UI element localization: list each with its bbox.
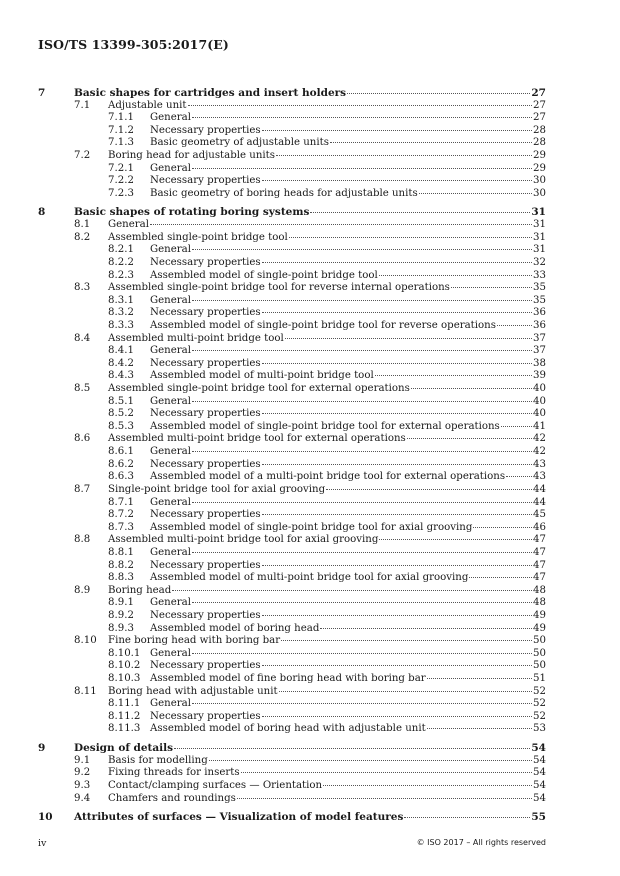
toc-dot-leader: [285, 337, 532, 339]
toc-entry[interactable]: [38, 585, 546, 598]
toc-entry-number: 8.2.1: [108, 244, 134, 256]
toc-entry-number: 7.2: [74, 150, 91, 162]
toc-dot-leader: [281, 639, 532, 641]
toc-entry-title: General: [150, 244, 191, 256]
toc-entry-title: Assembled model of single-point bridge tool for axial grooving: [150, 521, 473, 533]
toc-entry[interactable]: [38, 560, 546, 573]
toc-entry-page: 46: [533, 521, 546, 533]
toc-dot-leader: [379, 538, 532, 540]
toc-entry-title: Necessary properties: [150, 357, 261, 369]
toc-entry[interactable]: [38, 244, 546, 257]
toc-dot-leader: [473, 526, 532, 528]
toc-dot-leader: [262, 463, 532, 465]
toc-entry-title: Basic shapes of rotating boring systems: [74, 206, 310, 219]
toc-entry-number: 9: [38, 742, 46, 755]
toc-entry-title: Basic geometry of adjustable units: [150, 137, 329, 149]
toc-entry-number: 7.2.1: [108, 162, 134, 174]
toc-entry[interactable]: [38, 295, 546, 308]
toc-entry-title: Single-point bridge tool for axial grooving: [108, 483, 326, 495]
toc-dot-leader: [323, 784, 532, 786]
toc-entry[interactable]: [38, 87, 546, 100]
toc-entry-title: General: [150, 294, 191, 306]
toc-dot-leader: [192, 702, 532, 704]
toc-entry-page: 31: [531, 206, 546, 219]
toc-entry-number: 8.8.3: [108, 572, 134, 584]
toc-entry-title: Necessary properties: [150, 256, 261, 268]
toc-entry[interactable]: [38, 623, 546, 636]
toc-entry-page: 49: [533, 609, 546, 621]
toc-dot-leader: [310, 211, 530, 213]
toc-dot-leader: [497, 324, 532, 326]
toc-entry-page: 42: [533, 446, 546, 458]
toc-entry-title: Assembled multi-point bridge tool for external operations: [108, 433, 406, 445]
toc-entry-page: 36: [533, 319, 546, 331]
toc-entry-number: 7.2.2: [108, 175, 134, 187]
toc-entry-page: 29: [533, 150, 546, 162]
toc-entry-number: 8.3.3: [108, 319, 134, 331]
toc-entry[interactable]: [38, 370, 546, 383]
toc-dot-leader: [262, 179, 532, 181]
toc-entry[interactable]: [38, 484, 546, 497]
toc-dot-leader: [427, 677, 532, 679]
toc-dot-leader: [262, 261, 532, 263]
toc-entry-number: 8.11.2: [108, 710, 141, 722]
toc-dot-leader: [469, 576, 532, 578]
toc-entry[interactable]: [38, 572, 546, 585]
toc-entry-page: 40: [533, 395, 546, 407]
toc-entry-title: Fine boring head with boring bar: [108, 635, 281, 647]
toc-entry-page: 35: [533, 294, 546, 306]
toc-entry[interactable]: [38, 421, 546, 434]
toc-dot-leader: [192, 349, 532, 351]
toc-entry-page: 31: [533, 231, 546, 243]
toc-entry-page: 30: [533, 175, 546, 187]
toc-entry-number: 8.10.2: [108, 660, 141, 672]
toc-entry-title: Attributes of surfaces — Visualization of model features: [74, 811, 404, 824]
toc-entry-number: 8.9.3: [108, 622, 134, 634]
toc-entry-number: 8.4.3: [108, 370, 134, 382]
toc-entry-title: Basic shapes for cartridges and insert holders: [74, 87, 347, 99]
toc-entry-page: 35: [533, 282, 546, 294]
toc-entry[interactable]: [38, 137, 546, 150]
toc-entry-page: 27: [531, 87, 546, 99]
toc-entry-page: 43: [533, 458, 546, 470]
toc-entry-page: 55: [531, 811, 546, 824]
toc-dot-leader: [192, 652, 532, 654]
toc-entry-title: General: [150, 446, 191, 458]
toc-dot-leader: [404, 816, 530, 818]
toc-dot-leader: [192, 551, 532, 553]
toc-entry-title: Assembled single-point bridge tool for external operations: [108, 383, 410, 395]
toc-entry-number: 8.10: [74, 635, 97, 647]
toc-entry[interactable]: [38, 232, 546, 245]
toc-entry[interactable]: [38, 206, 546, 219]
toc-dot-leader: [279, 690, 532, 692]
toc-entry-title: Necessary properties: [150, 307, 261, 319]
table-of-contents: [38, 87, 546, 824]
toc-dot-leader: [262, 664, 532, 666]
toc-entry-page: 54: [533, 754, 546, 766]
toc-entry-number: 8: [38, 206, 46, 219]
toc-entry-title: Assembled multi-point bridge tool for axial grooving: [108, 534, 379, 546]
toc-entry-page: 50: [533, 660, 546, 672]
toc-entry[interactable]: [38, 333, 546, 346]
toc-entry-title: Assembled model of fine boring head with boring bar: [150, 673, 426, 685]
toc-entry[interactable]: [38, 383, 546, 396]
toc-entry[interactable]: [38, 112, 546, 125]
toc-entry-page: 38: [533, 357, 546, 369]
toc-entry-page: 37: [533, 332, 546, 344]
toc-entry-title: Chamfers and roundings: [108, 792, 236, 804]
page-footer: [38, 838, 546, 849]
toc-entry-number: 7.1.1: [108, 112, 134, 124]
toc-entry-title: Necessary properties: [150, 175, 261, 187]
toc-entry-title: General: [150, 496, 191, 508]
toc-entry[interactable]: [38, 257, 546, 270]
toc-entry-page: 44: [533, 496, 546, 508]
toc-entry-title: Contact/clamping surfaces — Orientation: [108, 779, 323, 791]
toc-entry-page: 31: [533, 219, 546, 231]
toc-entry-page: 54: [533, 767, 546, 779]
toc-entry-title: Boring head for adjustable units: [108, 150, 275, 162]
toc-dot-leader: [276, 154, 532, 156]
toc-dot-leader: [241, 771, 532, 773]
toc-entry-number: 8.11: [74, 685, 97, 697]
toc-entry-title: Assembled model of multi-point bridge tool: [150, 370, 374, 382]
toc-dot-leader: [501, 425, 532, 427]
toc-entry[interactable]: [38, 811, 546, 824]
toc-entry-page: 27: [533, 112, 546, 124]
toc-entry[interactable]: [38, 270, 546, 283]
toc-entry-title: Necessary properties: [150, 559, 261, 571]
toc-entry[interactable]: [38, 673, 546, 686]
toc-dot-leader: [330, 141, 532, 143]
toc-entry-page: 42: [533, 433, 546, 445]
toc-entry-page: 47: [533, 572, 546, 584]
toc-entry-page: 45: [533, 509, 546, 521]
toc-entry-page: 47: [533, 534, 546, 546]
toc-entry-title: Necessary properties: [150, 124, 261, 136]
toc-entry-title: Necessary properties: [150, 660, 261, 672]
toc-dot-leader: [326, 488, 532, 490]
toc-entry-number: 9.1: [74, 754, 91, 766]
toc-entry-title: Necessary properties: [150, 710, 261, 722]
toc-entry-number: 7.1: [74, 99, 91, 111]
toc-entry-number: 8.9.2: [108, 609, 134, 621]
toc-dot-leader: [347, 92, 530, 94]
toc-entry-page: 51: [533, 673, 546, 685]
toc-entry-number: 8.3: [74, 282, 91, 294]
toc-dot-leader: [192, 501, 532, 503]
toc-entry-number: 7.1.3: [108, 137, 134, 149]
toc-dot-leader: [262, 715, 532, 717]
toc-entry-number: 8.11.3: [108, 723, 141, 735]
toc-entry[interactable]: [38, 648, 546, 661]
toc-entry[interactable]: [38, 686, 546, 699]
toc-entry[interactable]: [38, 345, 546, 358]
toc-entry-number: 8.2.2: [108, 256, 134, 268]
toc-entry[interactable]: [38, 175, 546, 188]
toc-dot-leader: [411, 387, 532, 389]
toc-entry-title: Assembled single-point bridge tool for reverse internal operations: [108, 282, 450, 294]
toc-dot-leader: [172, 589, 532, 591]
toc-entry[interactable]: [38, 780, 546, 793]
toc-entry-number: 8.10.3: [108, 673, 141, 685]
toc-entry-title: General: [150, 546, 191, 558]
toc-entry-number: 8.5: [74, 383, 91, 395]
toc-dot-leader: [188, 104, 533, 106]
toc-entry[interactable]: [38, 597, 546, 610]
toc-entry-page: 52: [533, 698, 546, 710]
toc-entry-number: 8.2.3: [108, 269, 134, 281]
toc-entry[interactable]: [38, 497, 546, 510]
toc-dot-leader: [262, 362, 532, 364]
toc-entry-title: General: [108, 219, 149, 231]
toc-entry-title: Boring head: [108, 584, 172, 596]
toc-entry-number: 8.2: [74, 231, 91, 243]
toc-entry-page: 41: [533, 420, 546, 432]
toc-entry-title: Assembled multi-point bridge tool: [108, 332, 284, 344]
toc-entry-page: 28: [533, 124, 546, 136]
toc-entry[interactable]: [38, 433, 546, 446]
toc-entry-page: 44: [533, 483, 546, 495]
toc-dot-leader: [174, 747, 530, 749]
toc-entry-title: Necessary properties: [150, 609, 261, 621]
toc-entry-number: 8.9: [74, 584, 91, 596]
toc-entry[interactable]: [38, 358, 546, 371]
toc-entry-title: General: [150, 647, 191, 659]
toc-entry[interactable]: [38, 767, 546, 780]
toc-entry-page: 27: [533, 99, 546, 111]
toc-entry-page: 52: [533, 710, 546, 722]
toc-entry-page: 50: [533, 647, 546, 659]
toc-entry-page: 28: [533, 137, 546, 149]
toc-entry[interactable]: [38, 459, 546, 472]
toc-entry-number: 8.11.1: [108, 698, 141, 710]
toc-entry-number: 7: [38, 87, 46, 99]
toc-dot-leader: [262, 311, 532, 313]
toc-entry-page: 40: [533, 408, 546, 420]
toc-entry-title: Fixing threads for inserts: [108, 767, 240, 779]
toc-entry-number: 9.2: [74, 767, 91, 779]
toc-entry-number: 8.7.3: [108, 521, 134, 533]
toc-entry-number: 8.1: [74, 219, 91, 231]
toc-entry[interactable]: [38, 219, 546, 232]
toc-entry-number: 8.8: [74, 534, 91, 546]
toc-entry-number: 8.9.1: [108, 597, 134, 609]
toc-entry[interactable]: [38, 188, 546, 201]
toc-entry-page: 29: [533, 162, 546, 174]
toc-entry[interactable]: [38, 711, 546, 724]
toc-dot-leader: [262, 129, 532, 131]
toc-entry[interactable]: [38, 150, 546, 163]
toc-entry-title: Adjustable unit: [108, 99, 187, 111]
toc-entry[interactable]: [38, 282, 546, 295]
toc-entry-number: 8.3.1: [108, 294, 134, 306]
toc-entry-number: 8.5.2: [108, 408, 134, 420]
toc-entry-number: 9.3: [74, 779, 91, 791]
toc-entry-page: 30: [533, 187, 546, 199]
toc-entry-page: 50: [533, 635, 546, 647]
toc-entry-number: 10: [38, 811, 53, 824]
toc-entry[interactable]: [38, 742, 546, 755]
toc-entry[interactable]: [38, 509, 546, 522]
toc-dot-leader: [407, 437, 532, 439]
toc-dot-leader: [320, 627, 532, 629]
toc-entry[interactable]: [38, 660, 546, 673]
toc-dot-leader: [192, 400, 532, 402]
toc-entry-title: Assembled model of single-point bridge tool: [150, 269, 378, 281]
toc-entry-page: 49: [533, 622, 546, 634]
toc-entry-number: 8.10.1: [108, 647, 141, 659]
toc-entry-page: 54: [531, 742, 546, 755]
toc-entry-page: 47: [533, 546, 546, 558]
toc-entry-title: Basic geometry of boring heads for adjustable units: [150, 187, 418, 199]
toc-entry-page: 39: [533, 370, 546, 382]
toc-entry-page: 53: [533, 723, 546, 735]
toc-entry-number: 7.1.2: [108, 124, 134, 136]
toc-dot-leader: [506, 475, 532, 477]
toc-entry[interactable]: [38, 320, 546, 333]
toc-entry-title: Assembled model of multi-point bridge tool for axial grooving: [150, 572, 469, 584]
toc-entry-page: 48: [533, 597, 546, 609]
toc-entry[interactable]: [38, 534, 546, 547]
toc-entry-page: 48: [533, 584, 546, 596]
toc-dot-leader: [192, 450, 532, 452]
toc-dot-leader: [451, 286, 532, 288]
toc-entry-page: 54: [533, 779, 546, 791]
toc-entry-title: General: [150, 345, 191, 357]
page-number: iv: [38, 838, 47, 849]
toc-entry[interactable]: [38, 522, 546, 535]
toc-dot-leader: [289, 236, 532, 238]
toc-entry-title: Necessary properties: [150, 408, 261, 420]
toc-entry-page: 32: [533, 256, 546, 268]
toc-entry[interactable]: [38, 610, 546, 623]
toc-dot-leader: [192, 299, 532, 301]
toc-entry-title: Assembled single-point bridge tool: [108, 231, 288, 243]
toc-entry[interactable]: [38, 793, 546, 806]
toc-entry[interactable]: [38, 698, 546, 711]
toc-entry-number: 8.4.1: [108, 345, 134, 357]
toc-entry-page: 54: [533, 792, 546, 804]
toc-entry-page: 47: [533, 559, 546, 571]
toc-dot-leader: [237, 797, 532, 799]
toc-entry-number: 8.8.1: [108, 546, 134, 558]
toc-dot-leader: [379, 274, 532, 276]
toc-dot-leader: [150, 223, 532, 225]
toc-entry-number: 8.6.1: [108, 446, 134, 458]
toc-entry[interactable]: [38, 723, 546, 736]
toc-entry[interactable]: [38, 100, 546, 113]
toc-entry-number: 8.8.2: [108, 559, 134, 571]
toc-entry-number: 8.4: [74, 332, 91, 344]
toc-entry[interactable]: [38, 755, 546, 768]
toc-dot-leader: [192, 167, 532, 169]
toc-entry[interactable]: [38, 396, 546, 409]
toc-entry-title: Basis for modelling: [108, 754, 208, 766]
toc-entry-title: Assembled model of single-point bridge tool for reverse operations: [150, 319, 496, 331]
toc-entry-number: 8.6.3: [108, 471, 134, 483]
toc-entry-title: Assembled model of a multi-point bridge tool for external operations: [150, 471, 506, 483]
toc-entry[interactable]: [38, 163, 546, 176]
toc-entry-title: Boring head with adjustable unit: [108, 685, 278, 697]
toc-entry-page: 33: [533, 269, 546, 281]
toc-entry-page: 52: [533, 685, 546, 697]
toc-entry-number: 8.7.2: [108, 509, 134, 521]
toc-entry-page: 36: [533, 307, 546, 319]
toc-entry-title: Assembled model of boring head: [150, 622, 320, 634]
toc-entry[interactable]: [38, 408, 546, 421]
toc-entry-title: General: [150, 698, 191, 710]
document-header: ISO/TS 13399-305:2017(E): [38, 37, 229, 52]
toc-entry-number: 8.6: [74, 433, 91, 445]
toc-dot-leader: [192, 601, 532, 603]
toc-dot-leader: [192, 116, 532, 118]
toc-entry-title: Assembled model of boring head with adjustable unit: [150, 723, 426, 735]
toc-entry-number: 8.5.1: [108, 395, 134, 407]
toc-entry-title: Necessary properties: [150, 458, 261, 470]
toc-entry-number: 8.7: [74, 483, 91, 495]
toc-dot-leader: [427, 727, 532, 729]
toc-entry-title: General: [150, 112, 191, 124]
toc-dot-leader: [419, 192, 532, 194]
toc-entry-title: Necessary properties: [150, 509, 261, 521]
toc-entry-title: Design of details: [74, 742, 174, 755]
toc-entry-number: 8.4.2: [108, 357, 134, 369]
toc-entry-number: 8.3.2: [108, 307, 134, 319]
toc-entry[interactable]: [38, 125, 546, 138]
toc-entry[interactable]: [38, 635, 546, 648]
toc-entry-title: General: [150, 162, 191, 174]
toc-entry-page: 31: [533, 244, 546, 256]
toc-dot-leader: [262, 614, 532, 616]
toc-dot-leader: [262, 564, 532, 566]
toc-dot-leader: [262, 412, 532, 414]
copyright-notice: © ISO 2017 – All rights reserved: [416, 838, 546, 847]
toc-entry-page: 40: [533, 383, 546, 395]
toc-entry-title: General: [150, 597, 191, 609]
toc-dot-leader: [375, 374, 532, 376]
toc-entry[interactable]: [38, 307, 546, 320]
toc-entry-page: 37: [533, 345, 546, 357]
toc-entry-title: Assembled model of single-point bridge tool for external operations: [150, 420, 500, 432]
toc-dot-leader: [262, 513, 532, 515]
toc-entry[interactable]: [38, 471, 546, 484]
toc-entry-number: 7.2.3: [108, 187, 134, 199]
toc-entry-number: 8.7.1: [108, 496, 134, 508]
toc-dot-leader: [192, 248, 532, 250]
toc-entry-page: 43: [533, 471, 546, 483]
toc-entry-title: General: [150, 395, 191, 407]
toc-dot-leader: [209, 759, 532, 761]
toc-entry[interactable]: [38, 446, 546, 459]
toc-entry-number: 9.4: [74, 792, 91, 804]
toc-entry-number: 8.5.3: [108, 420, 134, 432]
toc-entry-number: 8.6.2: [108, 458, 134, 470]
toc-entry[interactable]: [38, 547, 546, 560]
